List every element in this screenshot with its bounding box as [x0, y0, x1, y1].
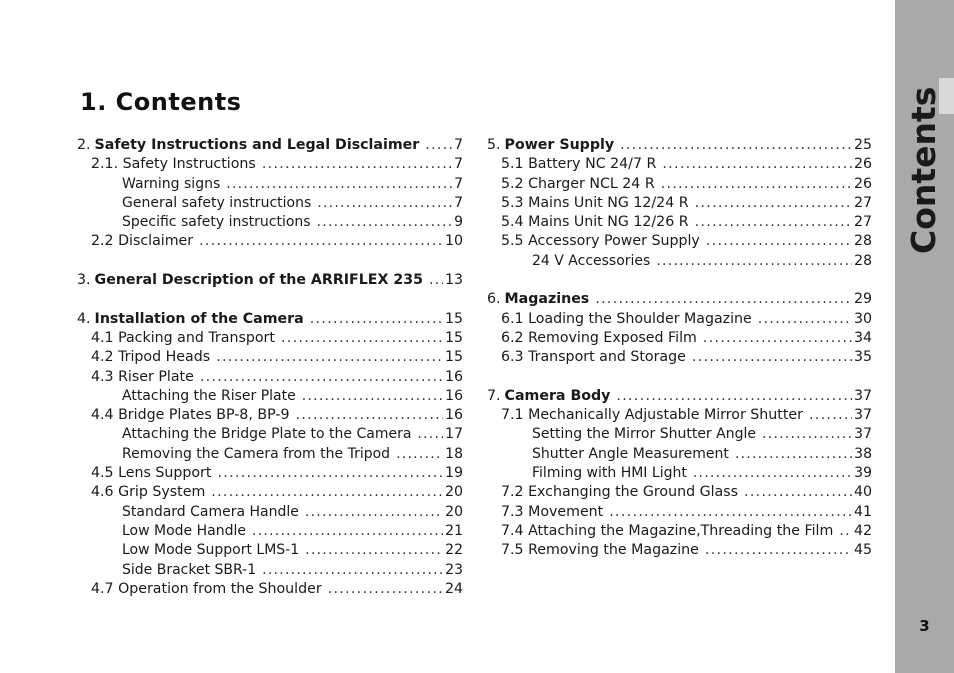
- toc-page-number: 45: [853, 542, 872, 559]
- toc-entry[interactable]: [77, 504, 463, 523]
- toc-page-number: 38: [854, 445, 872, 462]
- side-tab-label: Contents: [904, 86, 943, 254]
- toc-page-number: 25: [853, 137, 872, 153]
- page-number: 3: [919, 617, 930, 635]
- toc-page-number: 15: [444, 310, 463, 327]
- toc-entry-title: 6.3 Transport and Storage: [501, 349, 686, 366]
- toc-dot-leader: [692, 349, 852, 365]
- toc-spacer: [77, 291, 463, 310]
- toc-dot-leader: [656, 253, 852, 269]
- toc-entry[interactable]: [77, 426, 463, 445]
- toc-page-number: 24: [444, 580, 463, 597]
- toc-dot-leader: [396, 446, 443, 462]
- toc-entry[interactable]: [487, 214, 872, 233]
- toc-dot-leader: [839, 523, 852, 539]
- toc-dot-leader: [616, 388, 852, 404]
- toc-entry-title: 7.3 Movement: [501, 503, 604, 520]
- toc-entry-title: Power Supply: [504, 137, 615, 153]
- section-side-tab: [895, 0, 954, 673]
- toc-page-number: 7: [453, 137, 463, 153]
- toc-entry[interactable]: [77, 562, 463, 581]
- toc-column-left: [77, 137, 463, 600]
- toc-chapter-number: 3.: [77, 272, 91, 289]
- toc-page-number: 15: [444, 329, 463, 346]
- toc-chapter-entry[interactable]: [487, 137, 872, 156]
- toc-dot-leader: [252, 523, 443, 539]
- toc-entry[interactable]: [487, 484, 872, 503]
- toc-dot-leader: [295, 407, 442, 423]
- toc-dot-leader: [310, 311, 443, 327]
- toc-entry[interactable]: [77, 233, 463, 252]
- toc-entry-title: 24 V Accessories: [532, 252, 651, 269]
- toc-entry-title: Shutter Angle Measurement: [532, 445, 729, 462]
- toc-entry-title: Standard Camera Handle: [122, 503, 299, 520]
- toc-spacer: [77, 253, 463, 272]
- toc-page-number: 40: [853, 484, 872, 501]
- toc-entry[interactable]: [77, 176, 463, 195]
- toc-spacer: [487, 369, 872, 388]
- page-title: 1. Contents: [80, 88, 242, 116]
- toc-page-number: 39: [854, 465, 872, 482]
- toc-dot-leader: [226, 176, 452, 192]
- toc-entry[interactable]: [487, 330, 872, 349]
- toc-entry-title: 7.1 Mechanically Adjustable Mirror Shutter: [501, 407, 803, 424]
- toc-dot-leader: [735, 446, 852, 462]
- toc-entry[interactable]: [77, 484, 463, 503]
- toc-entry[interactable]: [487, 426, 872, 445]
- toc-page-number: 35: [853, 349, 872, 366]
- toc-chapter-number: 4.: [77, 310, 91, 327]
- toc-entry-title: 7.4 Attaching the Magazine,Threading the Film: [501, 522, 834, 539]
- toc-dot-leader: [305, 504, 443, 520]
- toc-dot-leader: [595, 291, 852, 307]
- toc-page-number: 16: [444, 368, 463, 385]
- toc-dot-leader: [429, 272, 443, 288]
- toc-entry-title: 7.5 Removing the Magazine: [501, 542, 699, 559]
- toc-page-number: 28: [853, 233, 872, 250]
- toc-dot-leader: [620, 137, 852, 153]
- toc-dot-leader: [762, 426, 852, 442]
- toc-page-number: 16: [445, 387, 463, 404]
- toc-dot-leader: [216, 349, 443, 365]
- toc-entry-title: Camera Body: [504, 387, 611, 404]
- toc-entry-title: Low Mode Handle: [122, 522, 246, 539]
- toc-entry[interactable]: [77, 195, 463, 214]
- toc-page-number: 16: [444, 407, 463, 424]
- toc-entry-title: 4.2 Tripod Heads: [91, 349, 211, 366]
- toc-entry-title: Setting the Mirror Shutter Angle: [532, 426, 756, 443]
- toc-entry-title: General safety instructions: [122, 194, 312, 211]
- toc-dot-leader: [302, 388, 443, 404]
- toc-dot-leader: [317, 214, 453, 230]
- toc-entry-title: Filming with HMI Light: [532, 465, 687, 482]
- toc-entry-title: Installation of the Camera: [94, 310, 304, 327]
- toc-page-number: 37: [854, 426, 872, 443]
- toc-entry-title: 5.5 Accessory Power Supply: [501, 233, 700, 250]
- toc-entry-title: Removing the Camera from the Tripod: [122, 445, 391, 462]
- toc-entry[interactable]: [487, 233, 872, 252]
- toc-entry-title: Attaching the Bridge Plate to the Camera: [122, 426, 412, 443]
- toc-dot-leader: [305, 542, 443, 558]
- toc-page-number: 10: [444, 233, 463, 250]
- toc-dot-leader: [217, 465, 443, 481]
- toc-dot-leader: [758, 311, 852, 327]
- toc-dot-leader: [262, 156, 452, 172]
- toc-dot-leader: [328, 581, 443, 597]
- toc-entry[interactable]: [77, 214, 463, 233]
- toc-page-number: 28: [854, 252, 872, 269]
- toc-entry[interactable]: [77, 330, 463, 349]
- toc-dot-leader: [744, 484, 852, 500]
- toc-page-number: 30: [853, 310, 872, 327]
- toc-dot-leader: [693, 465, 852, 481]
- toc-entry-title: 4.4 Bridge Plates BP-8, BP-9: [91, 407, 290, 424]
- toc-page-number: 27: [853, 194, 872, 211]
- toc-page-number: 42: [853, 522, 872, 539]
- toc-entry-title: Attaching the Riser Plate: [122, 387, 296, 404]
- toc-entry-title: 2.2 Disclaimer: [91, 233, 194, 250]
- toc-entry-title: 4.3 Riser Plate: [91, 368, 194, 385]
- toc-chapter-number: 6.: [487, 291, 501, 308]
- toc-entry[interactable]: [77, 156, 463, 175]
- toc-entry[interactable]: [77, 581, 463, 600]
- toc-entry[interactable]: [77, 388, 463, 407]
- toc-page-number: 20: [445, 503, 463, 520]
- toc-entry[interactable]: [487, 176, 872, 195]
- toc-page-number: 15: [444, 349, 463, 366]
- toc-page-number: 17: [445, 426, 463, 443]
- toc-entry-title: 4.7 Operation from the Shoulder: [91, 580, 322, 597]
- toc-dot-leader: [662, 156, 852, 172]
- toc-chapter-entry[interactable]: [487, 291, 872, 310]
- toc-entry-title: Side Bracket SBR-1: [122, 561, 257, 578]
- toc-entry[interactable]: [77, 349, 463, 368]
- toc-entry[interactable]: [487, 407, 872, 426]
- toc-page-number: 9: [454, 214, 463, 231]
- toc-entry[interactable]: [487, 465, 872, 484]
- toc-dot-leader: [200, 369, 443, 385]
- toc-chapter-entry[interactable]: [77, 137, 463, 156]
- toc-entry[interactable]: [487, 542, 872, 561]
- toc-entry[interactable]: [77, 407, 463, 426]
- toc-page-number: 29: [853, 291, 872, 308]
- toc-entry[interactable]: [487, 195, 872, 214]
- toc-page-number: 37: [853, 407, 872, 424]
- toc-chapter-entry[interactable]: [487, 388, 872, 407]
- toc-entry-title: Low Mode Support LMS-1: [122, 542, 300, 559]
- toc-entry-title: 6.1 Loading the Shoulder Magazine: [501, 310, 752, 327]
- toc-page-number: 34: [853, 329, 872, 346]
- toc-entry[interactable]: [487, 311, 872, 330]
- toc-dot-leader: [809, 407, 852, 423]
- toc-dot-leader: [262, 562, 443, 578]
- toc-page-number: 27: [853, 214, 872, 231]
- toc-entry-title: Specific safety instructions: [122, 214, 311, 231]
- toc-page-number: 7: [454, 194, 463, 211]
- toc-chapter-entry[interactable]: [77, 311, 463, 330]
- toc-dot-leader: [706, 233, 852, 249]
- toc-entry[interactable]: [77, 465, 463, 484]
- toc-dot-leader: [425, 137, 452, 153]
- toc-page-number: 7: [453, 156, 463, 173]
- toc-page-number: 26: [853, 156, 872, 173]
- toc-entry[interactable]: [487, 253, 872, 272]
- toc-entry-title: 7.2 Exchanging the Ground Glass: [501, 484, 739, 501]
- toc-entry-title: 5.3 Mains Unit NG 12/24 R: [501, 194, 689, 211]
- toc-entry-title: Safety Instructions and Legal Disclaimer: [94, 137, 420, 153]
- toc-entry-title: General Description of the ARRIFLEX 235: [94, 272, 423, 289]
- toc-dot-leader: [695, 214, 852, 230]
- toc-dot-leader: [199, 233, 443, 249]
- toc-entry-title: 4.1 Packing and Transport: [91, 329, 275, 346]
- toc-chapter-entry[interactable]: [77, 272, 463, 291]
- toc-page-number: 22: [445, 542, 463, 559]
- toc-entry[interactable]: [77, 446, 463, 465]
- toc-dot-leader: [695, 195, 852, 211]
- toc-dot-leader: [703, 330, 852, 346]
- toc-entry-title: Magazines: [504, 291, 590, 308]
- toc-page-number: 13: [444, 272, 463, 289]
- toc-entry-title: 5.2 Charger NCL 24 R: [501, 175, 655, 192]
- toc-entry[interactable]: [77, 369, 463, 388]
- toc-dot-leader: [705, 542, 852, 558]
- toc-page-number: 19: [444, 465, 463, 482]
- toc-entry-title: 6.2 Removing Exposed Film: [501, 329, 697, 346]
- toc-entry[interactable]: [487, 349, 872, 368]
- toc-dot-leader: [417, 426, 443, 442]
- toc-page-number: 21: [445, 522, 463, 539]
- toc-column-right: [487, 137, 872, 562]
- toc-page-number: 7: [454, 175, 463, 192]
- toc-chapter-number: 2.: [77, 137, 91, 153]
- toc-entry[interactable]: [77, 542, 463, 561]
- toc-entry[interactable]: [487, 156, 872, 175]
- toc-entry-title: 4.6 Grip System: [91, 484, 206, 501]
- toc-page-number: 26: [853, 175, 872, 192]
- toc-entry-title: 4.5 Lens Support: [91, 465, 212, 482]
- toc-page-number: 18: [445, 445, 463, 462]
- toc-entry-title: 5.4 Mains Unit NG 12/26 R: [501, 214, 689, 231]
- toc-chapter-number: 7.: [487, 387, 501, 404]
- toc-page-number: 41: [853, 503, 872, 520]
- toc-entry-title: Warning signs: [122, 175, 221, 192]
- toc-dot-leader: [661, 176, 852, 192]
- toc-page-number: 23: [445, 561, 463, 578]
- toc-dot-leader: [211, 484, 443, 500]
- toc-spacer: [487, 272, 872, 291]
- toc-dot-leader: [317, 195, 452, 211]
- toc-entry[interactable]: [487, 523, 872, 542]
- toc-entry-title: 2.1. Safety Instructions: [91, 156, 256, 173]
- toc-entry[interactable]: [487, 446, 872, 465]
- toc-dot-leader: [281, 330, 443, 346]
- toc-entry[interactable]: [487, 504, 872, 523]
- toc-page-number: 20: [444, 484, 463, 501]
- toc-entry-title: 5.1 Battery NC 24/7 R: [501, 156, 657, 173]
- toc-page-number: 37: [853, 387, 872, 404]
- toc-entry[interactable]: [77, 523, 463, 542]
- toc-chapter-number: 5.: [487, 137, 501, 153]
- toc-dot-leader: [609, 504, 852, 520]
